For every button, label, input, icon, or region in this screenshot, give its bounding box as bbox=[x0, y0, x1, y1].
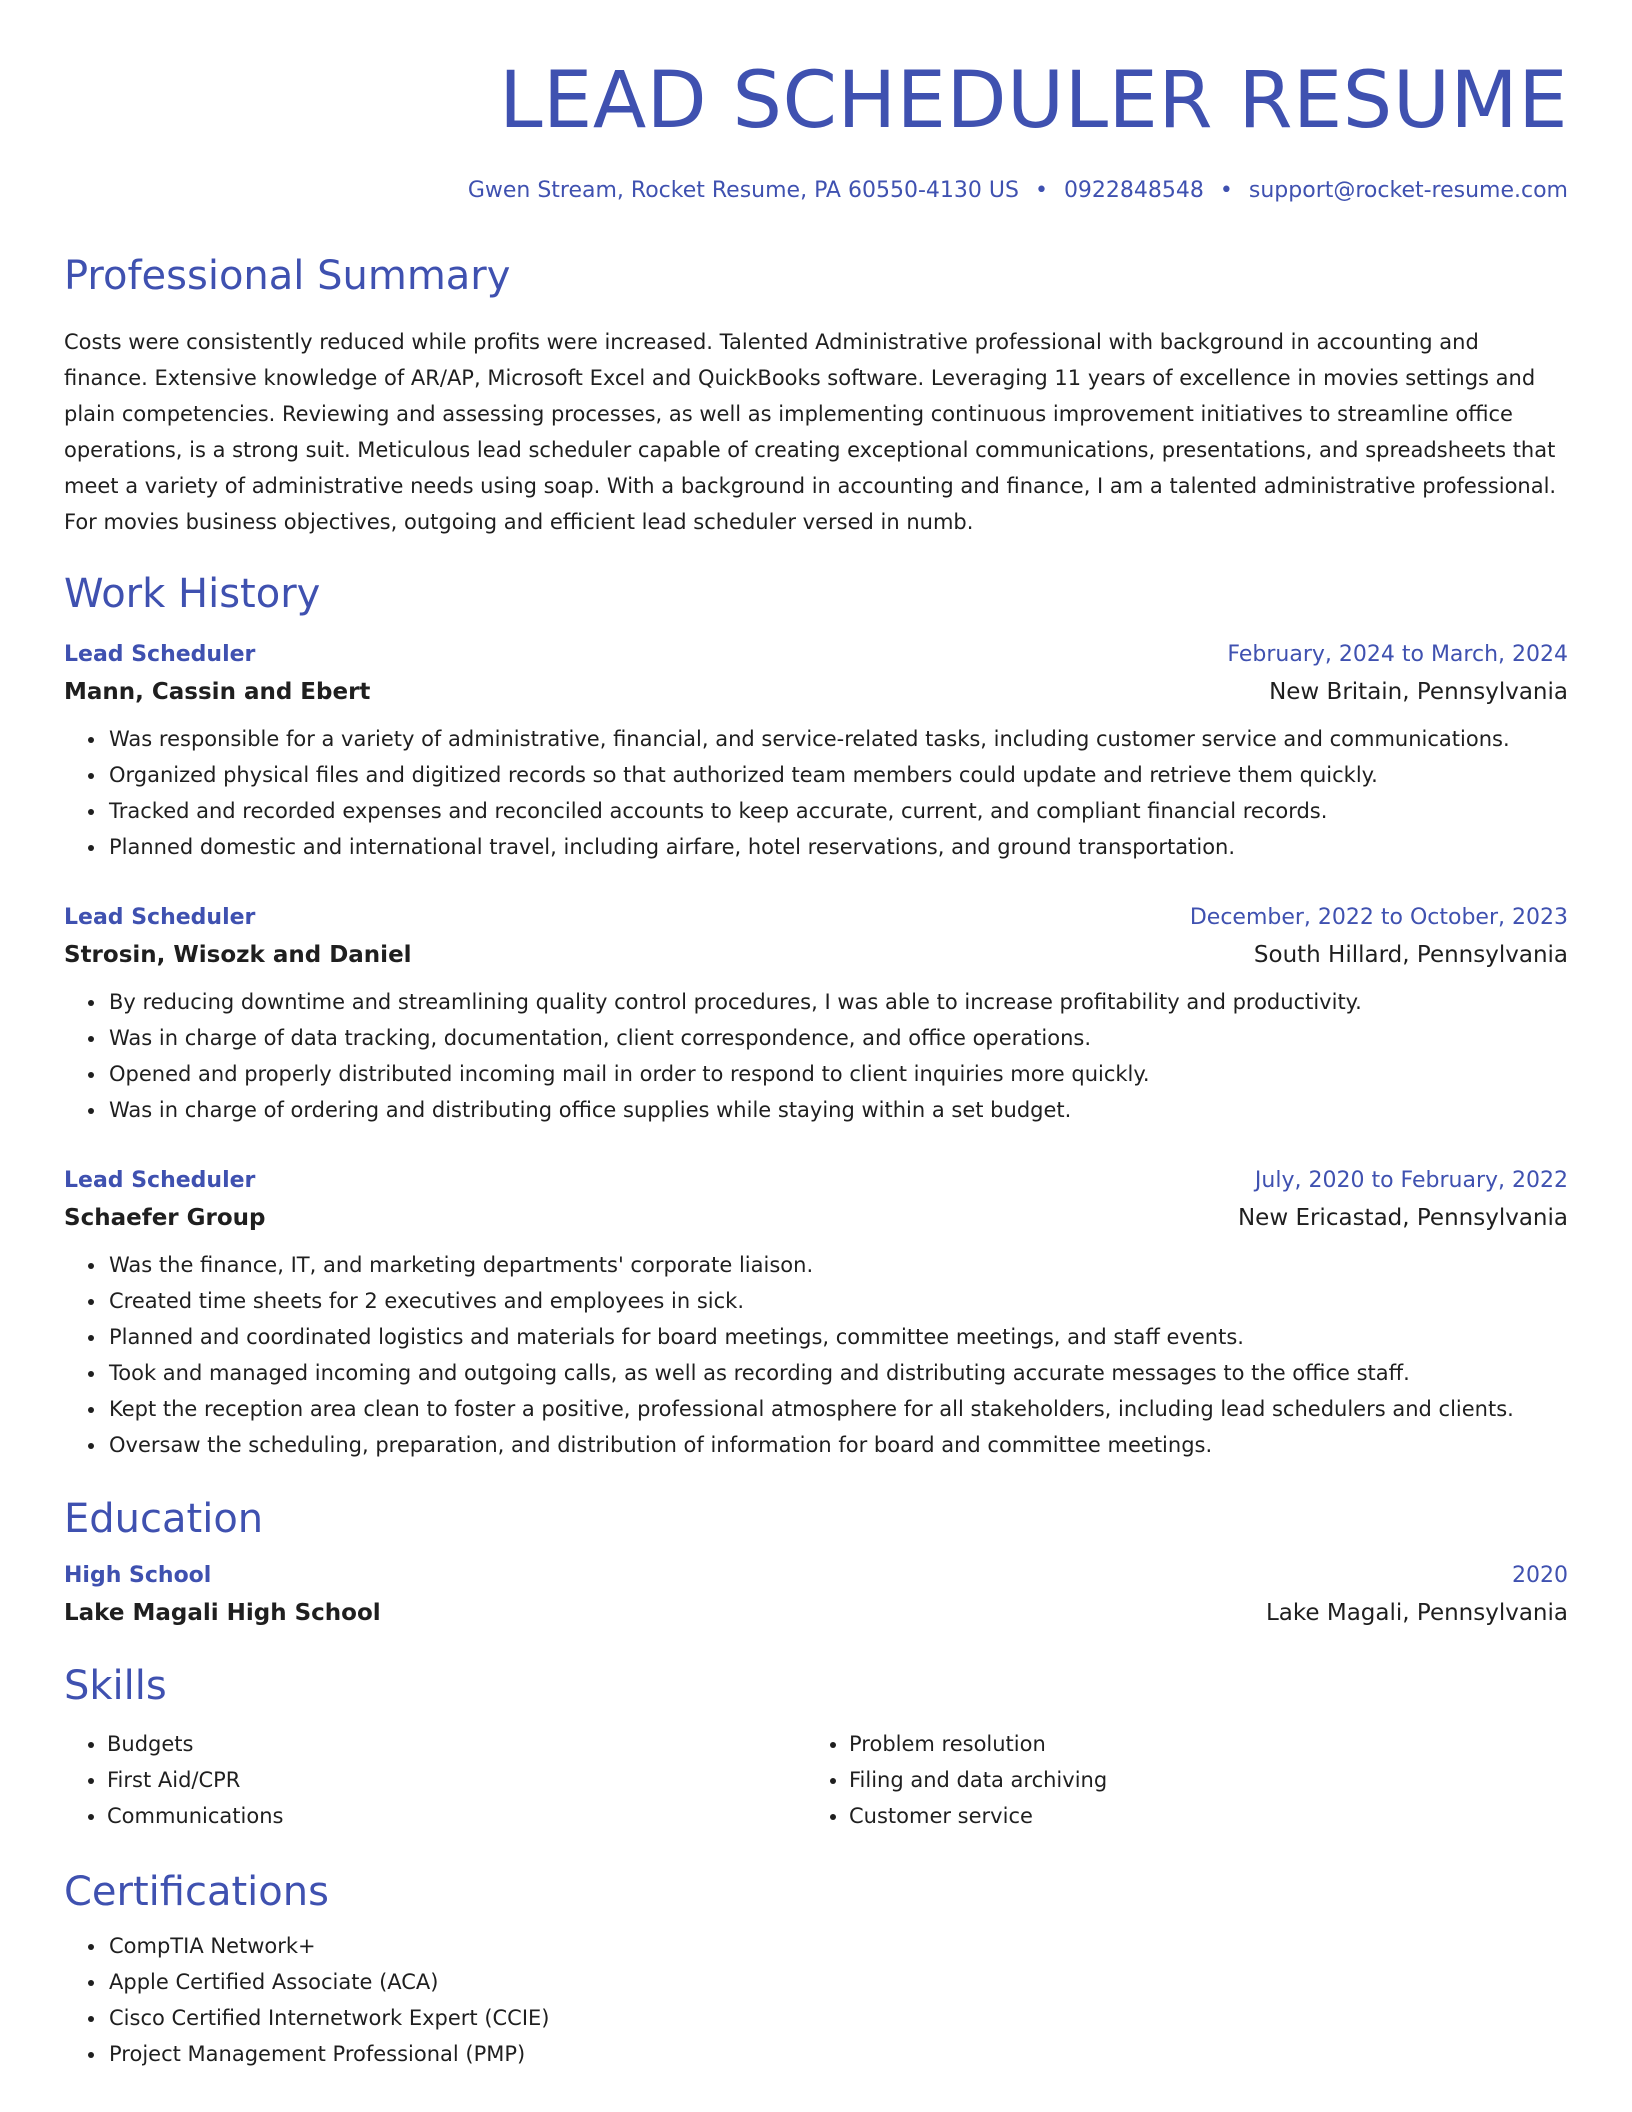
job-title: Lead Scheduler bbox=[64, 905, 256, 930]
skill-item: • Budgets bbox=[107, 1726, 806, 1762]
job-entry bbox=[64, 905, 1568, 1128]
job-title: Lead Scheduler bbox=[64, 642, 256, 667]
job-dates: December, 2022 to October, 2023 bbox=[1189, 905, 1568, 930]
job-bullet: • Kept the reception area clean to foster a positive, professional atmosphere for all stakeholders, including lead schedulers and clients. bbox=[107, 1391, 1568, 1427]
job-company: Schaefer Group bbox=[64, 1205, 266, 1231]
contact-phone: 0922848548 bbox=[1063, 178, 1204, 203]
job-bullet: • Opened and properly distributed incoming mail in order to respond to client inquiries more quickly. bbox=[107, 1056, 1568, 1092]
job-title: Lead Scheduler bbox=[64, 1168, 256, 1193]
job-company-row bbox=[64, 942, 1568, 968]
job-bullet: • Created time sheets for 2 executives and employees in sick. bbox=[107, 1283, 1568, 1319]
job-bullet: • Was responsible for a variety of administrative, financial, and service-related tasks, including customer service and communications. bbox=[107, 721, 1568, 757]
skill-item: • Customer service bbox=[849, 1798, 1568, 1834]
job-header-row bbox=[64, 905, 1568, 930]
skill-item: • First Aid/CPR bbox=[107, 1762, 806, 1798]
job-company: Mann, Cassin and Ebert bbox=[64, 679, 371, 705]
job-bullet: • Was the finance, IT, and marketing departments' corporate liaison. bbox=[107, 1247, 1568, 1283]
job-location: New Britain, Pennsylvania bbox=[1269, 679, 1568, 705]
resume-title: LEAD SCHEDULER RESUME bbox=[499, 56, 1568, 146]
contact-line bbox=[64, 178, 1568, 208]
summary-text: Costs were consistently reduced while profits were increased. Talented Administrative professional with background in accounting and finance. Extensive knowledge of AR/AP, Microsoft Excel and QuickBooks software. Leveraging 11 years of excellence in movies settings and plain competencies. Reviewing and assessing processes, as well as implementing continuous improvement initiatives to streamline office operations, is a strong suit. Meticulous lead scheduler capable of creating exceptional communications, presentations, and spreadsheets that meet a variety of administrative needs using soap. With a background in accounting and finance, I am a talented administrative professional. For movies business objectives, outgoing and efficient lead scheduler versed in numb. bbox=[64, 330, 1557, 534]
job-bullet: • Took and managed incoming and outgoing calls, as well as recording and distributing accurate messages to the office staff. bbox=[107, 1355, 1568, 1391]
job-location: New Ericastad, Pennsylvania bbox=[1237, 1205, 1568, 1231]
skill-item: • Problem resolution bbox=[849, 1726, 1568, 1762]
contact-address: Gwen Stream, Rocket Resume, PA 60550-4130 US bbox=[467, 178, 1019, 203]
certifications-list bbox=[64, 1928, 1568, 2072]
education-header-row bbox=[64, 1563, 1568, 1588]
job-header-row bbox=[64, 642, 1568, 667]
contact-separator: • bbox=[1219, 178, 1233, 203]
skills-right-column bbox=[806, 1726, 1568, 1834]
job-bullet: • Was in charge of ordering and distributing office supplies while staying within a set budget. bbox=[107, 1092, 1568, 1128]
job-bullets bbox=[64, 721, 1568, 865]
education-school: Lake Magali High School bbox=[64, 1600, 381, 1626]
job-dates: February, 2024 to March, 2024 bbox=[1227, 642, 1568, 667]
job-bullet: • Was in charge of data tracking, documentation, client correspondence, and office operations. bbox=[107, 1020, 1568, 1056]
certifications-heading: Certifications bbox=[64, 1869, 329, 1915]
job-bullet: • Oversaw the scheduling, preparation, and distribution of information for board and committee meetings. bbox=[107, 1427, 1568, 1463]
education-school-row bbox=[64, 1600, 1568, 1626]
skill-item: • Communications bbox=[107, 1798, 806, 1834]
contact-email: support@rocket-resume.com bbox=[1248, 178, 1568, 203]
job-bullet: • Planned domestic and international travel, including airfare, hotel reservations, and ground transportation. bbox=[107, 829, 1568, 865]
summary-heading: Professional Summary bbox=[64, 253, 511, 299]
skill-item: • Filing and data archiving bbox=[849, 1762, 1568, 1798]
job-company-row bbox=[64, 1205, 1568, 1231]
job-company: Strosin, Wisozk and Daniel bbox=[64, 942, 412, 968]
job-company-row bbox=[64, 679, 1568, 705]
certification-item: • Cisco Certified Internetwork Expert (CCIE) bbox=[107, 2000, 1568, 2036]
job-entry bbox=[64, 1168, 1568, 1463]
job-bullet: • Planned and coordinated logistics and materials for board meetings, committee meetings, and staff events. bbox=[107, 1319, 1568, 1355]
job-bullet: • Organized physical files and digitized records so that authorized team members could update and retrieve them quickly. bbox=[107, 757, 1568, 793]
skills-heading: Skills bbox=[64, 1663, 167, 1709]
job-location: South Hillard, Pennsylvania bbox=[1253, 942, 1568, 968]
certification-item: • Project Management Professional (PMP) bbox=[107, 2036, 1568, 2072]
job-bullets bbox=[64, 1247, 1568, 1463]
job-bullets bbox=[64, 984, 1568, 1128]
contact-separator: • bbox=[1034, 178, 1048, 203]
skills-grid bbox=[64, 1726, 1568, 1834]
education-location: Lake Magali, Pennsylvania bbox=[1265, 1600, 1568, 1626]
skills-left-column bbox=[64, 1726, 806, 1834]
job-entry bbox=[64, 642, 1568, 865]
work-history-heading: Work History bbox=[64, 571, 321, 617]
education-year: 2020 bbox=[1512, 1563, 1568, 1588]
education-heading: Education bbox=[64, 1496, 264, 1542]
certification-item: • Apple Certified Associate (ACA) bbox=[107, 1964, 1568, 2000]
certification-item: • CompTIA Network+ bbox=[107, 1928, 1568, 1964]
education-entry bbox=[64, 1563, 1568, 1626]
job-bullet: • Tracked and recorded expenses and reconciled accounts to keep accurate, current, and compliant financial records. bbox=[107, 793, 1568, 829]
job-dates: July, 2020 to February, 2022 bbox=[1254, 1168, 1568, 1193]
job-header-row bbox=[64, 1168, 1568, 1193]
job-bullet: • By reducing downtime and streamlining quality control procedures, I was able to increase profitability and productivity. bbox=[107, 984, 1568, 1020]
education-degree: High School bbox=[64, 1563, 212, 1588]
